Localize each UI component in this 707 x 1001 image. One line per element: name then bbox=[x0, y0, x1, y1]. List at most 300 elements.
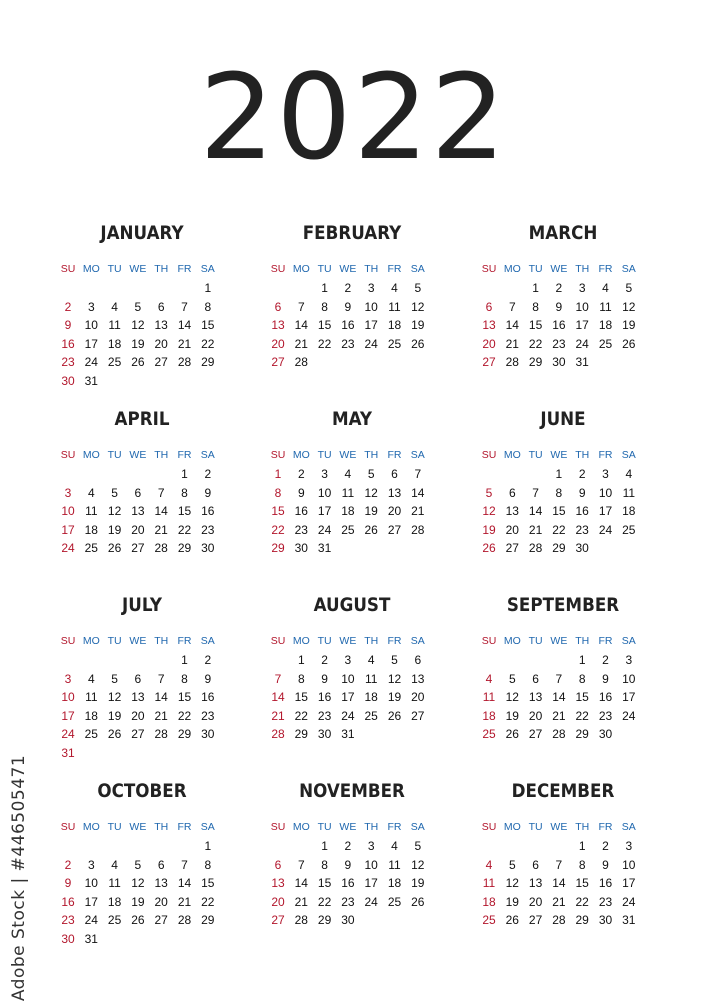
day-cell: 9 bbox=[64, 318, 72, 333]
month-name: NOVEMBER bbox=[299, 780, 405, 802]
day-cell: 22 bbox=[177, 708, 192, 723]
day-cell: 6 bbox=[157, 299, 165, 314]
day-cell: 2 bbox=[602, 839, 609, 853]
day-cell: 13 bbox=[154, 876, 168, 891]
day-cell: 13 bbox=[528, 690, 543, 705]
day-cell: 30 bbox=[294, 541, 308, 556]
day-cell: 11 bbox=[341, 485, 355, 500]
day-cell: 1 bbox=[555, 467, 563, 481]
month-april bbox=[56, 406, 228, 586]
day-cell: 3 bbox=[321, 467, 328, 481]
day-cell: 3 bbox=[64, 485, 72, 500]
day-cell: 30 bbox=[552, 355, 566, 370]
day-cell: 28 bbox=[154, 541, 168, 556]
month-august bbox=[266, 592, 438, 772]
day-cell: 14 bbox=[552, 690, 566, 705]
day-cell: 1 bbox=[578, 653, 586, 667]
day-cell: 22 bbox=[575, 894, 589, 909]
day-cell: 22 bbox=[201, 336, 215, 351]
day-cell: 20 bbox=[387, 504, 402, 519]
day-cell: 2 bbox=[204, 653, 212, 667]
weekday-header: MO bbox=[82, 635, 100, 647]
month-name: SEPTEMBER bbox=[506, 594, 620, 616]
day-cell: 1 bbox=[204, 839, 212, 853]
weekday-header: SU bbox=[60, 821, 76, 833]
day-cell: 31 bbox=[84, 932, 98, 946]
day-cell: 15 bbox=[528, 318, 543, 333]
day-cell: 6 bbox=[274, 857, 282, 872]
day-cell: 21 bbox=[505, 336, 519, 351]
day-cell: 23 bbox=[61, 355, 75, 370]
weekday-header: TH bbox=[154, 635, 169, 647]
day-cell: 19 bbox=[107, 522, 122, 537]
day-cell: 7 bbox=[297, 857, 305, 872]
weekday-header: WE bbox=[550, 263, 568, 275]
weekday-header: TH bbox=[364, 263, 379, 275]
day-cell: 2 bbox=[344, 839, 352, 853]
day-cell: 14 bbox=[411, 485, 425, 500]
day-cell: 7 bbox=[414, 467, 422, 481]
day-cell: 13 bbox=[131, 690, 145, 705]
weekday-header: SA bbox=[621, 821, 636, 833]
day-cell: 14 bbox=[552, 876, 566, 891]
year-title: 2022 bbox=[199, 48, 508, 186]
day-cell: 26 bbox=[387, 708, 402, 723]
weekday-header: WE bbox=[129, 635, 147, 647]
day-cell: 26 bbox=[364, 522, 378, 537]
weekday-header: SA bbox=[200, 449, 215, 461]
day-cell: 12 bbox=[364, 485, 378, 500]
day-cell: 8 bbox=[204, 299, 212, 314]
day-cell: 19 bbox=[107, 708, 122, 723]
weekday-header: MO bbox=[292, 821, 310, 833]
day-cell: 8 bbox=[321, 857, 328, 872]
weekday-header: TU bbox=[317, 635, 332, 647]
weekday-header: MO bbox=[503, 449, 521, 461]
day-cell: 4 bbox=[485, 857, 493, 872]
weekday-header: WE bbox=[339, 821, 357, 833]
day-cell: 2 bbox=[64, 299, 72, 314]
day-cell: 10 bbox=[622, 671, 636, 686]
weekday-header: MO bbox=[292, 449, 310, 461]
day-cell: 3 bbox=[344, 653, 352, 667]
day-cell: 22 bbox=[294, 708, 308, 723]
day-cell: 27 bbox=[528, 913, 543, 928]
day-cell: 9 bbox=[344, 299, 352, 314]
day-cell: 3 bbox=[578, 281, 586, 295]
day-cell: 17 bbox=[61, 522, 75, 537]
month-name: MAY bbox=[331, 408, 373, 430]
day-cell: 27 bbox=[528, 727, 543, 742]
day-cell: 7 bbox=[181, 857, 188, 872]
day-cell: 9 bbox=[602, 857, 609, 872]
day-cell: 31 bbox=[84, 374, 98, 388]
day-cell: 25 bbox=[598, 336, 613, 351]
day-cell: 21 bbox=[552, 708, 566, 723]
day-cell: 16 bbox=[317, 690, 332, 705]
day-cell: 15 bbox=[575, 690, 589, 705]
weekday-header: MO bbox=[503, 821, 521, 833]
day-cell: 19 bbox=[622, 318, 636, 333]
weekday-header: MO bbox=[82, 821, 100, 833]
day-cell: 9 bbox=[321, 671, 328, 686]
weekday-header: TU bbox=[317, 263, 332, 275]
day-cell: 28 bbox=[271, 727, 285, 742]
day-cell: 16 bbox=[598, 690, 613, 705]
day-cell: 11 bbox=[388, 857, 401, 872]
weekday-header: TH bbox=[154, 821, 169, 833]
day-cell: 22 bbox=[528, 336, 543, 351]
day-cell: 24 bbox=[575, 336, 589, 351]
weekday-header: TU bbox=[528, 449, 543, 461]
weekday-header: TU bbox=[107, 263, 122, 275]
day-cell: 17 bbox=[364, 318, 378, 333]
weekday-header: TH bbox=[364, 449, 379, 461]
day-cell: 12 bbox=[107, 504, 122, 519]
day-cell: 20 bbox=[271, 336, 285, 351]
day-cell: 8 bbox=[274, 485, 282, 500]
weekday-header: WE bbox=[550, 821, 568, 833]
day-cell: 31 bbox=[61, 746, 75, 760]
weekday-header: WE bbox=[550, 635, 568, 647]
day-cell: 21 bbox=[552, 894, 566, 909]
day-cell: 29 bbox=[271, 541, 285, 556]
day-cell: 20 bbox=[505, 522, 519, 537]
day-cell: 15 bbox=[201, 318, 215, 333]
day-cell: 25 bbox=[84, 727, 98, 742]
day-cell: 23 bbox=[294, 522, 308, 537]
day-cell: 23 bbox=[61, 913, 75, 928]
weekday-header: TH bbox=[575, 635, 590, 647]
month-name: FEBRUARY bbox=[302, 222, 402, 244]
day-cell: 9 bbox=[297, 485, 305, 500]
day-cell: 15 bbox=[271, 504, 285, 519]
day-cell: 4 bbox=[111, 857, 118, 872]
day-cell: 14 bbox=[177, 318, 192, 333]
month-june bbox=[477, 406, 649, 586]
day-cell: 7 bbox=[157, 485, 165, 500]
day-cell: 21 bbox=[177, 894, 192, 909]
day-cell: 1 bbox=[532, 281, 539, 295]
day-cell: 10 bbox=[61, 690, 75, 705]
day-cell: 23 bbox=[575, 522, 589, 537]
weekday-header: FR bbox=[177, 821, 192, 833]
day-cell: 18 bbox=[84, 708, 98, 723]
day-cell: 5 bbox=[134, 299, 142, 314]
weekday-header: SU bbox=[481, 821, 497, 833]
day-cell: 4 bbox=[87, 485, 95, 500]
weekday-header: MO bbox=[292, 635, 310, 647]
day-cell: 13 bbox=[387, 485, 402, 500]
day-cell: 30 bbox=[61, 374, 75, 388]
day-cell: 17 bbox=[364, 876, 378, 891]
day-cell: 29 bbox=[317, 913, 332, 928]
day-cell: 17 bbox=[341, 690, 355, 705]
month-name: JANUARY bbox=[100, 222, 184, 244]
day-cell: 9 bbox=[602, 671, 609, 686]
month-november bbox=[266, 778, 438, 958]
weekday-header: MO bbox=[82, 263, 100, 275]
weekday-header: SU bbox=[60, 449, 76, 461]
day-cell: 16 bbox=[201, 690, 215, 705]
day-cell: 24 bbox=[61, 727, 75, 742]
day-cell: 17 bbox=[622, 690, 636, 705]
day-cell: 7 bbox=[555, 857, 563, 872]
day-cell: 10 bbox=[61, 504, 75, 519]
day-cell: 5 bbox=[414, 839, 422, 853]
day-cell: 28 bbox=[154, 727, 168, 742]
day-cell: 12 bbox=[482, 504, 496, 519]
day-cell: 25 bbox=[107, 913, 122, 928]
weekday-header: FR bbox=[387, 821, 402, 833]
day-cell: 30 bbox=[575, 541, 589, 556]
day-cell: 24 bbox=[622, 708, 636, 723]
month-name: AUGUST bbox=[313, 594, 391, 616]
day-cell: 20 bbox=[528, 708, 543, 723]
day-cell: 27 bbox=[131, 727, 145, 742]
day-cell: 18 bbox=[622, 504, 636, 519]
day-cell: 26 bbox=[131, 913, 145, 928]
day-cell: 10 bbox=[341, 671, 355, 686]
day-cell: 4 bbox=[602, 281, 609, 295]
weekday-header: MO bbox=[503, 263, 521, 275]
day-cell: 10 bbox=[317, 485, 332, 500]
day-cell: 28 bbox=[177, 355, 192, 370]
day-cell: 20 bbox=[271, 894, 285, 909]
day-cell: 8 bbox=[532, 299, 539, 314]
day-cell: 22 bbox=[317, 336, 332, 351]
day-cell: 23 bbox=[598, 894, 613, 909]
day-cell: 1 bbox=[204, 281, 212, 295]
day-cell: 2 bbox=[344, 281, 352, 295]
day-cell: 3 bbox=[367, 281, 375, 295]
day-cell: 18 bbox=[341, 504, 355, 519]
day-cell: 12 bbox=[411, 857, 425, 872]
day-cell: 27 bbox=[154, 913, 168, 928]
day-cell: 5 bbox=[367, 467, 375, 481]
day-cell: 2 bbox=[578, 467, 586, 481]
weekday-header: TU bbox=[528, 635, 543, 647]
day-cell: 6 bbox=[391, 467, 398, 481]
day-cell: 11 bbox=[108, 876, 121, 891]
day-cell: 18 bbox=[482, 894, 496, 909]
day-cell: 29 bbox=[177, 727, 192, 742]
day-cell: 3 bbox=[87, 299, 95, 314]
day-cell: 25 bbox=[482, 727, 496, 742]
day-cell: 19 bbox=[411, 318, 425, 333]
day-cell: 4 bbox=[87, 671, 95, 686]
day-cell: 15 bbox=[317, 876, 332, 891]
day-cell: 27 bbox=[411, 708, 425, 723]
day-cell: 24 bbox=[84, 355, 98, 370]
day-cell: 11 bbox=[599, 299, 612, 314]
day-cell: 3 bbox=[367, 839, 375, 853]
weekday-header: SA bbox=[410, 635, 425, 647]
day-cell: 25 bbox=[622, 522, 636, 537]
day-cell: 6 bbox=[157, 857, 165, 872]
day-cell: 26 bbox=[131, 355, 145, 370]
weekday-header: SU bbox=[270, 263, 286, 275]
day-cell: 26 bbox=[622, 336, 636, 351]
day-cell: 28 bbox=[505, 355, 519, 370]
day-cell: 5 bbox=[508, 671, 516, 686]
day-cell: 29 bbox=[201, 913, 215, 928]
day-cell: 5 bbox=[414, 281, 422, 295]
day-cell: 16 bbox=[341, 318, 355, 333]
day-cell: 1 bbox=[181, 467, 188, 481]
day-cell: 26 bbox=[505, 913, 519, 928]
day-cell: 18 bbox=[598, 318, 613, 333]
day-cell: 25 bbox=[482, 913, 496, 928]
day-cell: 21 bbox=[177, 336, 192, 351]
day-cell: 19 bbox=[131, 894, 145, 909]
weekday-header: WE bbox=[129, 821, 147, 833]
day-cell: 31 bbox=[341, 727, 355, 742]
day-cell: 7 bbox=[555, 671, 563, 686]
day-cell: 28 bbox=[552, 913, 566, 928]
day-cell: 20 bbox=[482, 336, 496, 351]
month-name: OCTOBER bbox=[97, 780, 187, 802]
day-cell: 7 bbox=[157, 671, 165, 686]
day-cell: 4 bbox=[391, 839, 398, 853]
weekday-header: MO bbox=[292, 263, 310, 275]
day-cell: 15 bbox=[294, 690, 308, 705]
day-cell: 12 bbox=[131, 876, 145, 891]
weekday-header: SU bbox=[481, 635, 497, 647]
day-cell: 29 bbox=[575, 913, 589, 928]
day-cell: 23 bbox=[201, 708, 215, 723]
day-cell: 1 bbox=[321, 839, 328, 853]
weekday-header: TU bbox=[317, 821, 332, 833]
day-cell: 28 bbox=[177, 913, 192, 928]
day-cell: 15 bbox=[177, 690, 192, 705]
weekday-header: SA bbox=[410, 263, 425, 275]
day-cell: 10 bbox=[364, 299, 378, 314]
day-cell: 6 bbox=[532, 857, 539, 872]
weekday-header: TU bbox=[107, 821, 122, 833]
day-cell: 22 bbox=[201, 894, 215, 909]
weekday-header: FR bbox=[177, 263, 192, 275]
day-cell: 27 bbox=[482, 355, 496, 370]
day-cell: 30 bbox=[317, 727, 332, 742]
day-cell: 5 bbox=[625, 281, 633, 295]
weekday-header: SA bbox=[621, 635, 636, 647]
day-cell: 23 bbox=[201, 522, 215, 537]
day-cell: 11 bbox=[482, 876, 496, 891]
day-cell: 29 bbox=[552, 541, 566, 556]
day-cell: 4 bbox=[625, 467, 633, 481]
day-cell: 5 bbox=[391, 653, 398, 667]
day-cell: 29 bbox=[294, 727, 308, 742]
day-cell: 13 bbox=[411, 671, 425, 686]
day-cell: 26 bbox=[411, 894, 425, 909]
weekday-header: WE bbox=[129, 263, 147, 275]
day-cell: 4 bbox=[111, 299, 118, 314]
day-cell: 20 bbox=[131, 708, 145, 723]
weekday-header: WE bbox=[129, 449, 147, 461]
day-cell: 27 bbox=[505, 541, 519, 556]
month-may bbox=[266, 406, 438, 586]
day-cell: 14 bbox=[528, 504, 543, 519]
day-cell: 20 bbox=[411, 690, 425, 705]
day-cell: 16 bbox=[294, 504, 308, 519]
day-cell: 29 bbox=[528, 355, 543, 370]
day-cell: 9 bbox=[204, 485, 212, 500]
day-cell: 26 bbox=[107, 541, 122, 556]
day-cell: 16 bbox=[341, 876, 355, 891]
day-cell: 30 bbox=[201, 727, 215, 742]
day-cell: 17 bbox=[598, 504, 613, 519]
weekday-header: FR bbox=[387, 263, 402, 275]
day-cell: 7 bbox=[297, 299, 305, 314]
day-cell: 3 bbox=[625, 839, 633, 853]
weekday-header: WE bbox=[550, 449, 568, 461]
day-cell: 23 bbox=[552, 336, 566, 351]
day-cell: 18 bbox=[107, 336, 122, 351]
weekday-header: SA bbox=[410, 449, 425, 461]
day-cell: 6 bbox=[274, 299, 282, 314]
day-cell: 5 bbox=[111, 671, 118, 686]
day-cell: 22 bbox=[317, 894, 332, 909]
day-cell: 20 bbox=[154, 894, 168, 909]
weekday-header: TH bbox=[364, 635, 379, 647]
day-cell: 31 bbox=[575, 355, 589, 370]
month-name: JUNE bbox=[540, 408, 586, 430]
weekday-header: TH bbox=[154, 263, 169, 275]
weekday-header: SA bbox=[410, 821, 425, 833]
day-cell: 6 bbox=[508, 485, 516, 500]
day-cell: 17 bbox=[317, 504, 332, 519]
day-cell: 7 bbox=[532, 485, 539, 500]
day-cell: 6 bbox=[134, 671, 142, 686]
day-cell: 8 bbox=[578, 857, 586, 872]
day-cell: 24 bbox=[622, 894, 636, 909]
day-cell: 8 bbox=[204, 857, 212, 872]
day-cell: 4 bbox=[485, 671, 493, 686]
day-cell: 10 bbox=[364, 857, 378, 872]
day-cell: 10 bbox=[84, 318, 98, 333]
weekday-header: FR bbox=[387, 635, 402, 647]
day-cell: 5 bbox=[111, 485, 118, 500]
day-cell: 19 bbox=[505, 894, 519, 909]
day-cell: 23 bbox=[598, 708, 613, 723]
day-cell: 21 bbox=[294, 336, 308, 351]
day-cell: 18 bbox=[107, 894, 122, 909]
day-cell: 29 bbox=[575, 727, 589, 742]
day-cell: 18 bbox=[364, 690, 378, 705]
day-cell: 1 bbox=[578, 839, 586, 853]
day-cell: 12 bbox=[505, 876, 519, 891]
day-cell: 15 bbox=[201, 876, 215, 891]
month-september bbox=[477, 592, 649, 772]
day-cell: 5 bbox=[134, 857, 142, 872]
day-cell: 2 bbox=[602, 653, 609, 667]
day-cell: 18 bbox=[482, 708, 496, 723]
day-cell: 25 bbox=[341, 522, 355, 537]
day-cell: 9 bbox=[204, 671, 212, 686]
day-cell: 11 bbox=[85, 690, 98, 705]
weekday-header: TU bbox=[528, 263, 543, 275]
weekday-header: WE bbox=[339, 263, 357, 275]
day-cell: 18 bbox=[84, 522, 98, 537]
day-cell: 25 bbox=[387, 336, 402, 351]
day-cell: 11 bbox=[108, 318, 121, 333]
month-name: MARCH bbox=[528, 222, 598, 244]
day-cell: 21 bbox=[294, 894, 308, 909]
day-cell: 16 bbox=[552, 318, 566, 333]
day-cell: 9 bbox=[555, 299, 563, 314]
day-cell: 2 bbox=[555, 281, 563, 295]
